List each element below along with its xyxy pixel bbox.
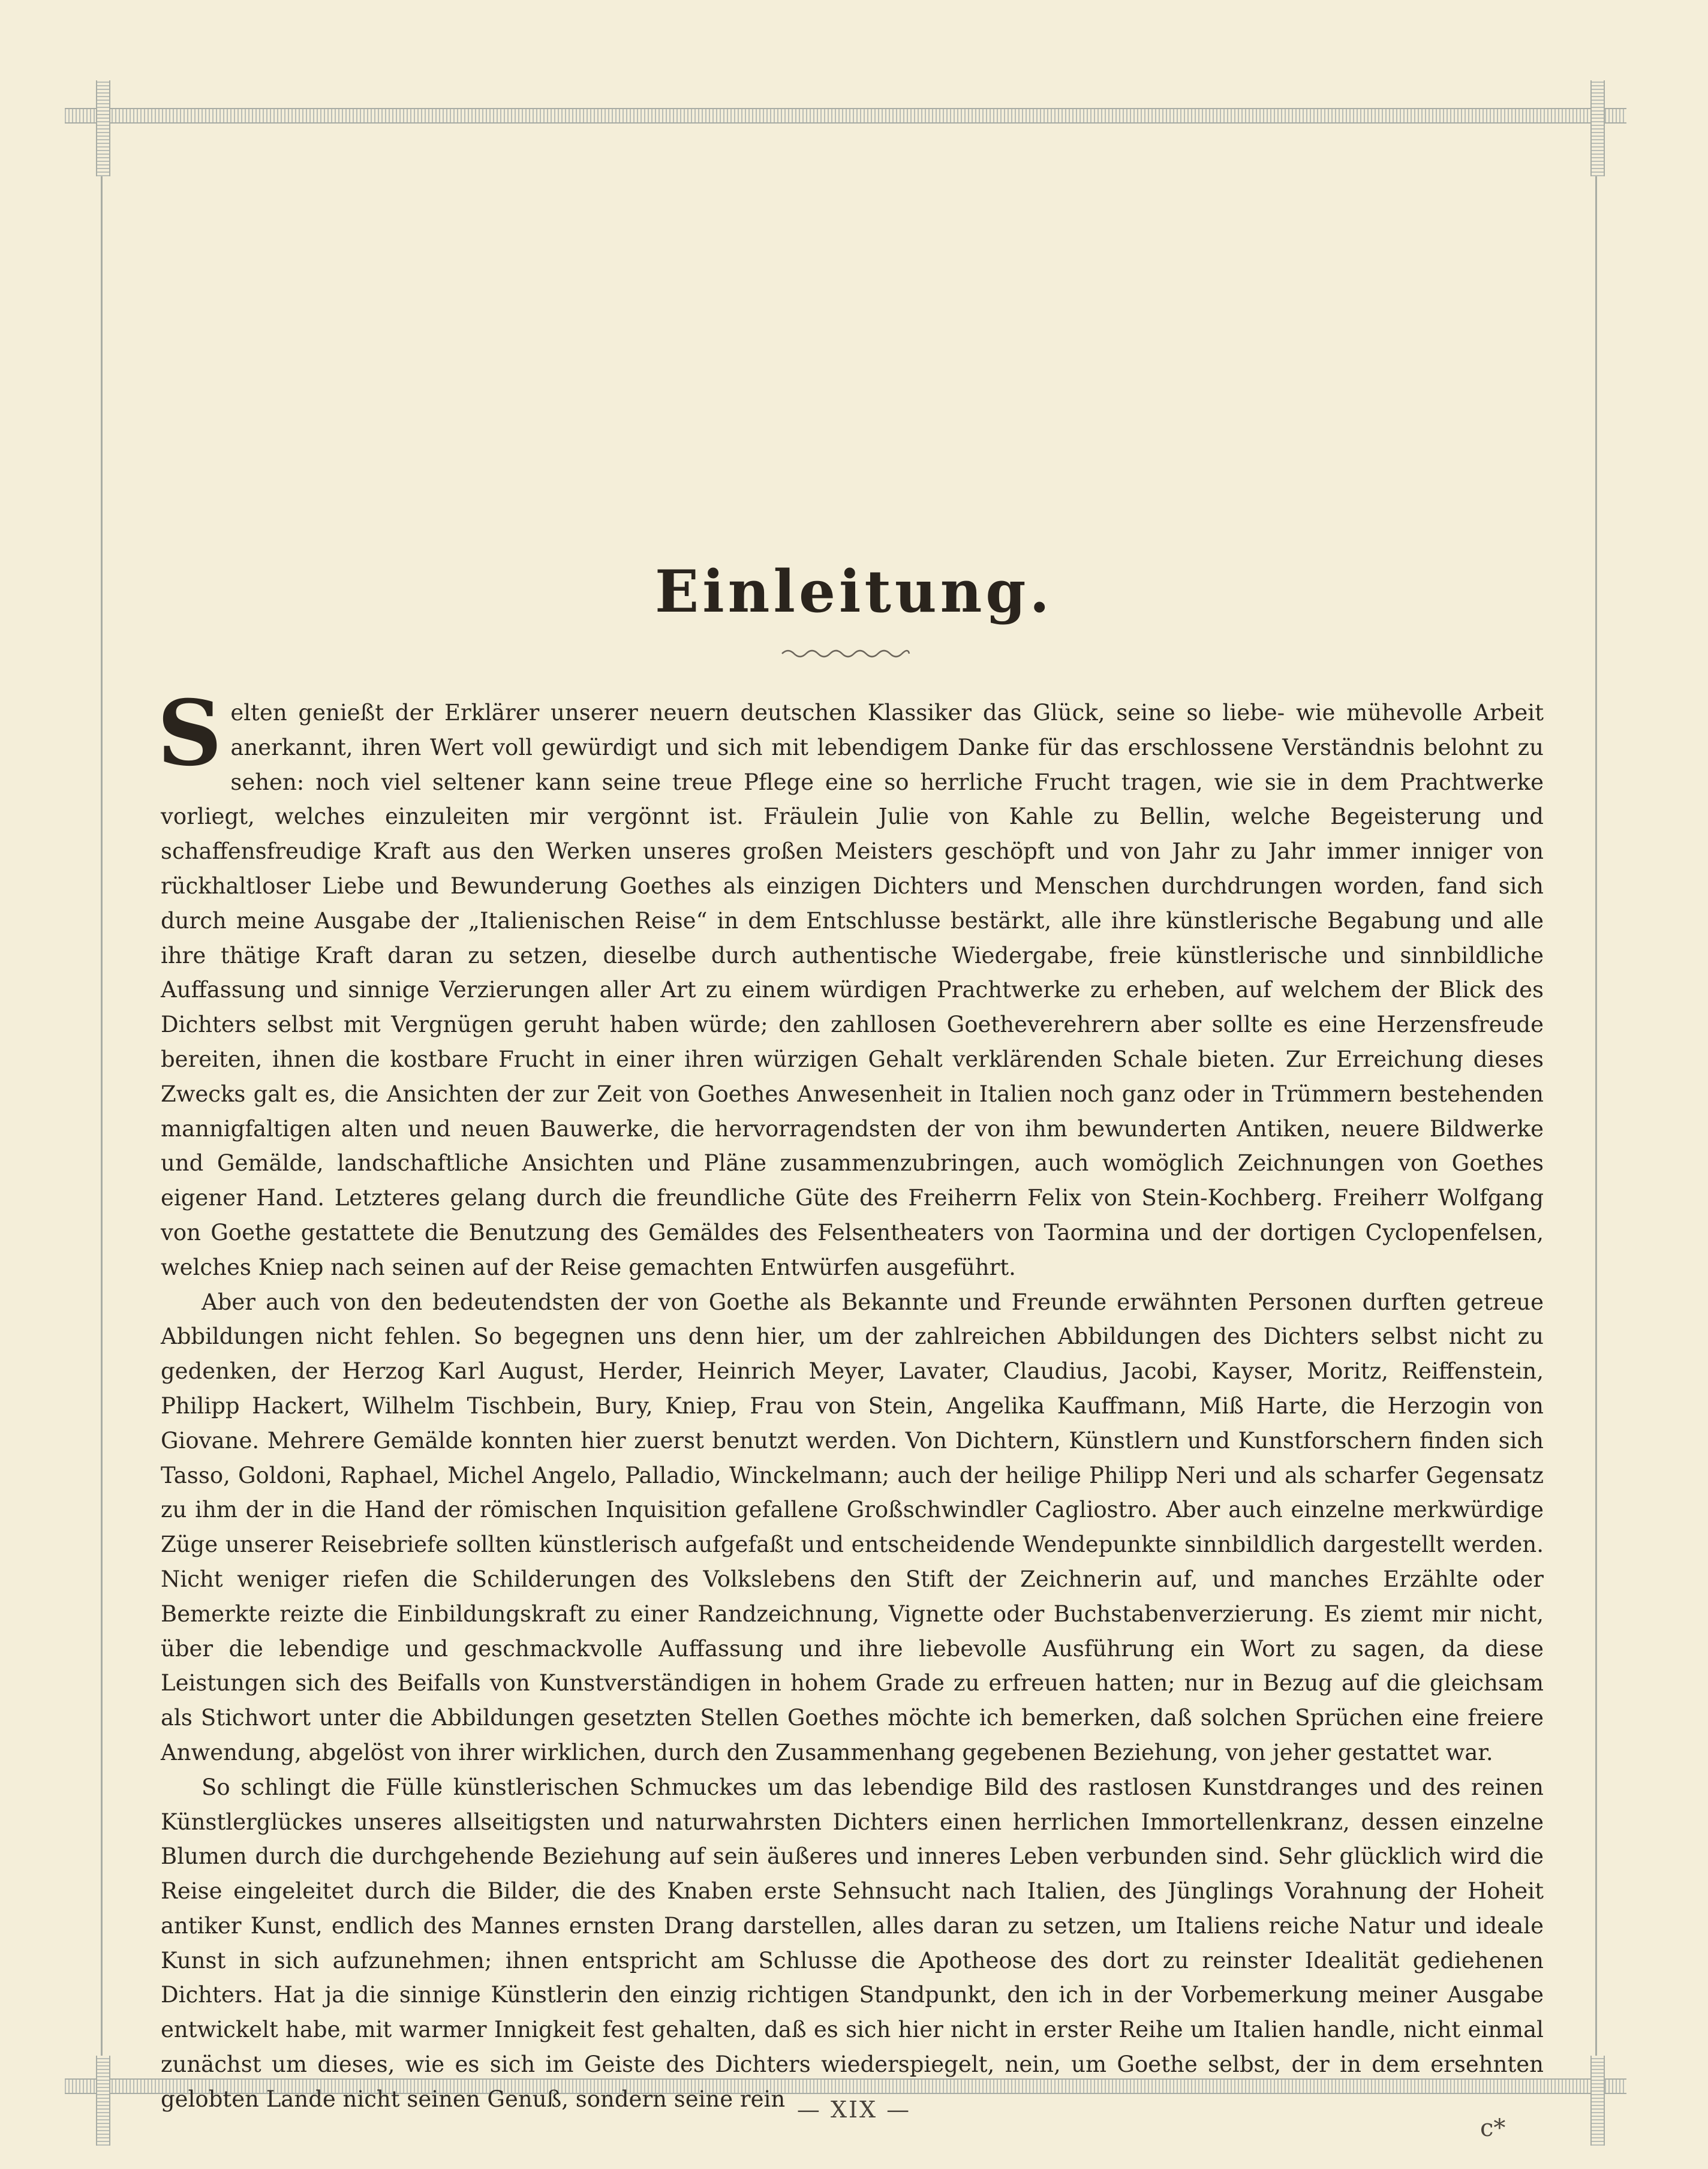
title-flourish-ornament	[780, 646, 912, 661]
top-border-rule	[65, 108, 1626, 124]
page-number: — XIX —	[796, 2096, 912, 2123]
chapter-title: Einleitung.	[655, 558, 1053, 625]
drop-cap-letter: S	[157, 681, 222, 786]
right-frame-line	[1595, 176, 1597, 2056]
left-frame-line	[101, 176, 103, 2056]
left-border-rule-top	[96, 80, 110, 176]
paragraph-2: Aber auch von den bedeutendsten der von Goethe als Bekannte und Freunde erwähnten Personen durften getreue Abbildungen nicht fehlen. So begegnen uns denn hier, um der zahlreichen Abbildungen des Dichters selbst nicht zu gedenken, der Herzog Karl August, Herder, Heinrich Meyer, Lavater, Claudius, Jacobi, Kayser, Moritz, Reiffenstein, Philipp Hackert, Wilhelm Tischbein, Bury, Kniep, Frau von Stein, Angelika Kauffmann, Miß Harte, die Herzogin von Giovane. Mehrere Gemälde konnten hier zuerst benutzt werden. Von Dichtern, Künstlern und Kunstforschern finden sich Tasso, Goldoni, Raphael, Michel Angelo, Palladio, Winckelmann; auch der heilige Philipp Neri und als scharfer Gegensatz zu ihm der in die Hand der römischen Inquisition gefallene Großschwindler Cagliostro. Aber auch einzelne merkwürdige Züge unserer Reisebriefe sollten künstlerisch aufgefaßt und entscheidende Wendepunkte sinnbildlich dargestellt werden. Nicht weniger riefen die Schilderungen des Volkslebens den Stift der Zeichnerin auf, und manches Erzählte oder Bemerkte reizte die Einbildungskraft zu einer Randzeichnung, Vignette oder Buchstabenverzierung. Es ziemt mir nicht, über die lebendige und geschmackvolle Auffassung und ihre liebevolle Ausführung ein Wort zu sagen, da diese Leistungen sich des Beifalls von Kunstverständigen in hohem Grade zu erfreuen hatten; nur in Bezug auf die gleichsam als Stichwort unter die Abbildungen gesetzten Stellen Goethes möchte ich bemerken, daß solchen Sprüchen eine freiere Anwendung, abgelöst von ihrer wirklichen, durch den Zusammenhang gegebenen Beziehung, von jeher gestattet war.	[161, 1289, 1544, 1765]
paragraph-1	[157, 681, 1544, 1285]
signature-mark: c*	[1480, 2114, 1506, 2142]
paragraph-1-text: elten genießt der Erklärer unserer neuern deutschen Klassiker das Glück, seine so liebe- wie mühevolle Arbeit anerkannt, ihren Wert voll gewürdigt und sich mit lebendigem Danke für das erschlossene Verständnis belohnt zu sehen: noch viel seltener kann seine treue Pflege eine so herrliche Frucht tragen, wie sie in dem Prachtwerke vorliegt, welches einzuleiten mir vergönnt ist. Fräulein Julie von Kahle zu Bellin, welche Begeisterung und schaffensfreudige Kraft aus den Werken unseres großen Meisters geschöpft und von Jahr zu Jahr immer inniger von rückhaltloser Liebe und Bewunderung Goethes als einzigen Dichters und Menschen durchdrungen worden, fand sich durch meine Ausgabe der „Italienischen Reise“ in dem Entschlusse bestärkt, alle ihre künstlerische Begabung und alle ihre thätige Kraft daran zu setzen, dieselbe durch authentische Wiedergabe, freie künstlerische und sinnbildliche Auffassung und sinnige Verzierungen aller Art zu einem würdigen Prachtwerke zu erheben, auf welchem der Blick des Dichters selbst mit Vergnügen geruht haben würde; den zahllosen Goetheverehrern aber sollte es eine Herzensfreude bereiten, ihnen die kostbare Frucht in einer ihren würzigen Gehalt verklärenden Schale bieten. Zur Erreichung dieses Zwecks galt es, die Ansichten der zur Zeit von Goethes Anwesenheit in Italien noch ganz oder in Trümmern bestehenden mannigfaltigen alten und neuen Bauwerke, die hervorragendsten der von ihm bewunderten Antiken, neuere Bildwerke und Gemälde, landschaftliche Ansichten und Pläne zusammenzubringen, auch womöglich Zeichnungen von Goethes eigener Hand. Letzteres gelang durch die freundliche Güte des Freiherrn Felix von Stein-Kochberg. Freiherr Wolfgang von Goethe gestattete die Benutzung des Gemäldes des Felsentheaters von Taormina und der dortigen Cyclopenfelsen, welches Kniep nach seinen auf der Reise gemachten Entwürfen ausgeführt.	[161, 700, 1544, 1280]
introduction-text	[157, 681, 1544, 2117]
paragraph-3: So schlingt die Fülle künstlerischen Schmuckes um das lebendige Bild des rastlosen Kunstdranges und des reinen Künstlerglückes unseres allseitigsten und naturwahrsten Dichters einen herrlichen Immortellenkranz, dessen einzelne Blumen durch die durchgehende Beziehung auf sein äußeres und inneres Leben verbunden sind. Sehr glücklich wird die Reise eingeleitet durch die Bilder, die des Knaben erste Sehnsucht nach Italien, des Jünglings Vorahnung der Hoheit antiker Kunst, endlich des Mannes ernsten Drang darstellen, alles daran zu setzen, um Italiens reiche Natur und ideale Kunst in sich aufzunehmen; ihnen entspricht am Schlusse die Apotheose des dort zu reinster Idealität gediehenen Dichters. Hat ja die sinnige Künstlerin den einzig richtigen Standpunkt, den ich in der Vorbemerkung meiner Ausgabe entwickelt habe, mit warmer Innigkeit fest gehalten, daß es sich hier nicht in erster Reihe um Italien handle, nicht einmal zunächst um dieses, wie es sich im Geiste des Dichters wiederspiegelt, nein, um Goethe selbst, der in dem ersehnten gelobten Lande nicht seinen Genuß, sondern seine rein	[161, 1774, 1544, 2112]
right-border-rule-top	[1590, 80, 1605, 176]
